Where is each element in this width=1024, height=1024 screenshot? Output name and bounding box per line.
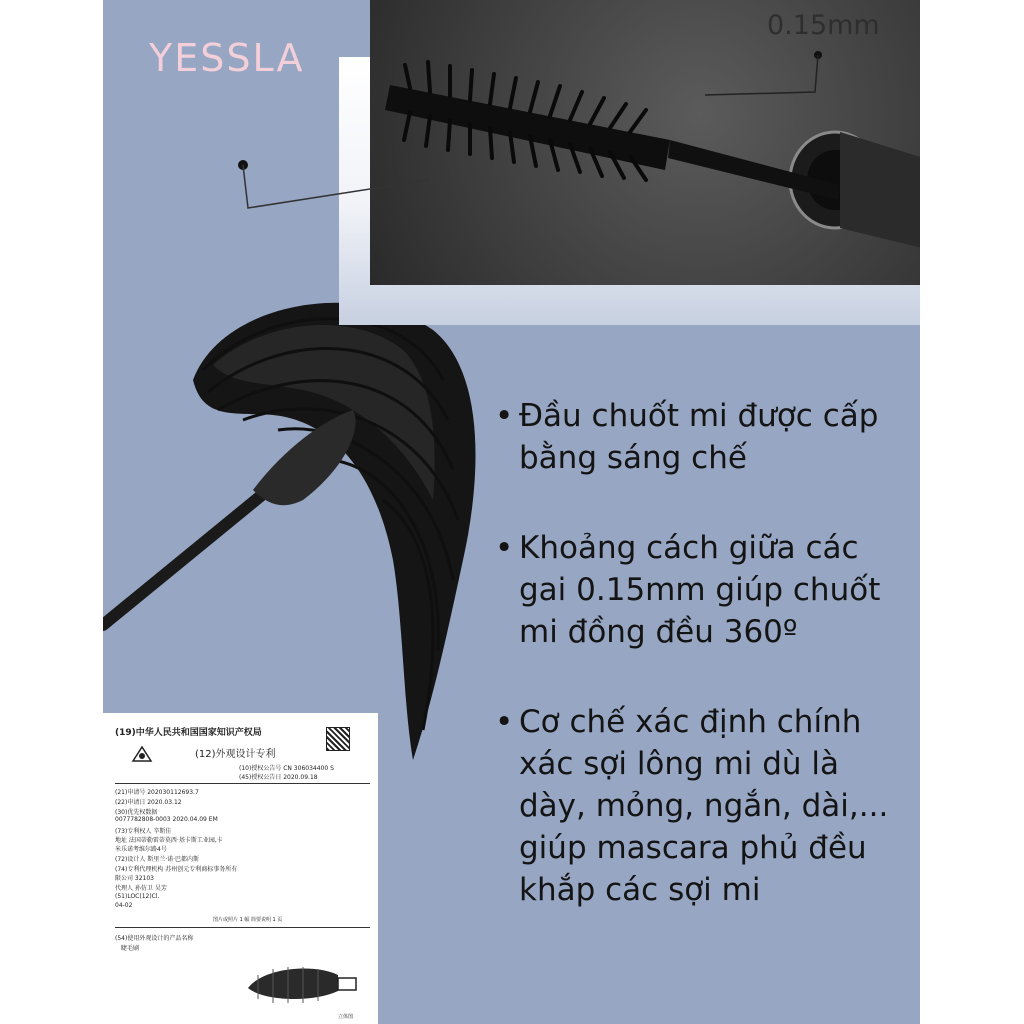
qr-code-icon [326,727,350,751]
bullet-icon: • [495,704,514,740]
feature-line: mi đồng đều 360º [519,614,798,650]
patent-row: (30)优先权数据 [115,809,158,816]
feature-item-patent [495,395,915,479]
feature-list [495,395,915,959]
bullet-icon: • [495,398,514,434]
patent-title: (12)外观设计专利 [195,749,276,760]
feature-item-mechanism [495,701,915,911]
patent-row: (22)申请日 2020.03.12 [115,799,182,806]
patent-row: (21)申请号 202030112693.7 [115,789,199,796]
feature-line: xác sợi lông mi dù là [519,746,840,782]
brush-closeup-illustration [370,0,920,285]
bullet-icon: • [495,530,514,566]
patent-row: (72)设计人 斯里兰·诺·巴都内斯 [115,856,200,863]
patent-row: 代理人 孙仿卫 吴芳 [115,885,167,892]
divider [115,783,370,784]
feature-line: giúp mascara phủ đều [519,830,867,866]
patent-certificate [103,713,378,1024]
feature-line: dày, mỏng, ngắn, dài,... [519,788,889,824]
patent-view-label: 立体图 [338,1014,354,1020]
patent-row: (73)专利权人 辛斯佳 [115,828,172,835]
patent-figure-note: 图片或照片 1 幅 简要说明 1 页 [213,917,283,923]
patent-row: 0077782808-0003 2020.04.09 EM [115,816,218,823]
brush-closeup-photo [370,0,920,285]
feature-item-spacing [495,527,915,653]
patent-product-name: 睫毛刷 [121,945,140,952]
cnipa-logo-icon [131,745,153,763]
patent-row: 限公司 32103 [115,875,154,882]
patent-row: 04-02 [115,902,133,909]
patent-grant-date: (45)授权公告日 2020.09.18 [239,774,318,781]
patent-row: 地址 法国蒂勒雷蒂莫西·基卡斯工业园,卡 [115,837,223,844]
spacing-callout-label: 0.15mm [767,10,880,41]
feature-line: Đầu chuốt mi được cấp [519,398,879,434]
feature-line: Khoảng cách giữa các [519,530,859,566]
feature-line: khắp các sợi mi [519,872,761,908]
feature-line: gai 0.15mm giúp chuốt [519,572,881,608]
patent-row: 米乐诺考维尔路4号 [115,846,167,853]
patent-brush-drawing [243,953,363,1013]
patent-header: (19)中华人民共和国国家知识产权局 [115,728,262,738]
patent-row: (74)专利代理机构 苏州创元专利商标事务所有 [115,866,238,873]
feature-line: Cơ chế xác định chính [519,704,862,740]
patent-row: (51)LOC(12)Cl. [115,893,160,900]
patent-product-title: (54)使用外观设计的产品名称 [115,935,194,942]
brand-logo: YESSLA [149,36,305,80]
patent-grant-number: (10)授权公告号 CN 306034400 S [239,765,334,772]
divider [115,927,370,928]
feature-line: bằng sáng chế [519,440,747,476]
